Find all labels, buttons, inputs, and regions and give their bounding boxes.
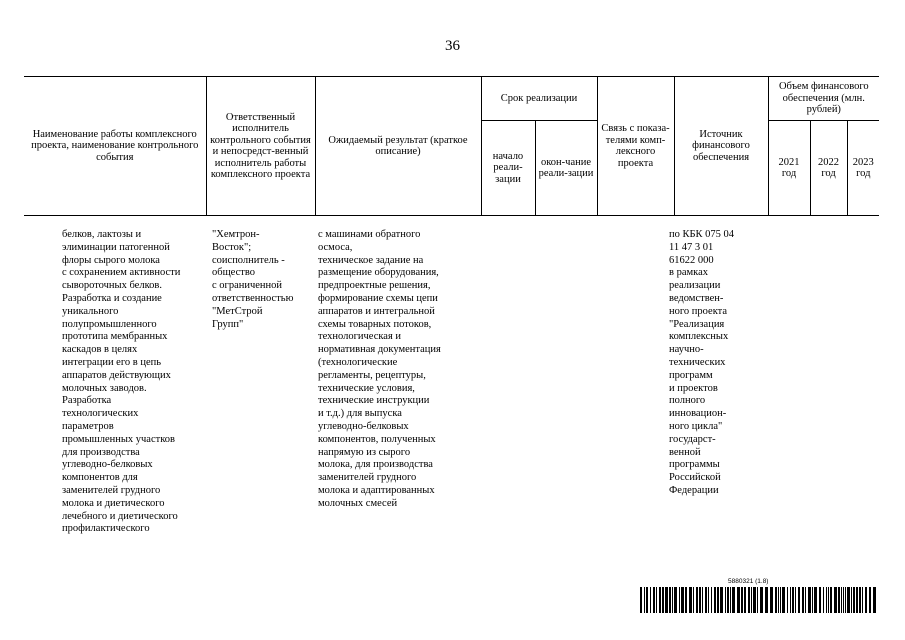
header-year-2022: 2022 год xyxy=(810,121,847,216)
header-name: Наименование работы комплексного проекта, наименование контрольного события xyxy=(24,77,206,216)
page-number: 36 xyxy=(445,38,460,54)
header-result: Ожидаемый результат (краткое описание) xyxy=(315,77,481,216)
header-link: Связь с показа-телями комп-лексного проекта xyxy=(597,77,674,216)
header-period-end: окон-чание реали-зации xyxy=(535,121,597,216)
header-funding: Объем финансового обеспечения (млн. рублей) xyxy=(768,77,879,121)
header-source: Источник финансового обеспечения xyxy=(674,77,768,216)
header-executor: Ответственный исполнитель контрольного события и непосредст-венный исполнитель работы комплексного проекта xyxy=(206,77,315,216)
body-source-text: по КБК 075 04 11 47 3 01 61622 000 в рамках реализации ведомствен- ного проекта "Реализация комплексных научно- технических программ и проектов полного инновацион- ного цикла" государст- венной программы Российской Федерации xyxy=(669,229,735,496)
header-period: Срок реализации xyxy=(481,77,597,121)
body-executor-text: "Хемтрон- Восток"; соисполнитель - общество с ограниченной ответственностью "МетСтрой Групп" xyxy=(212,229,294,330)
body-name-text: белков, лактозы и элиминации патогенной флоры сырого молока с сохранением активности сывороточных белков. Разработка и создание уникального полупромышленного прототипа мембранных каскадов в целях интеграции его в цепь аппаратов действующих молочных заводов. Разработка технологических параметров промышленных участков для производства углеводно-белковых компонентов для заменителей грудного молока и диетического лечебного и диетического профилактического xyxy=(62,229,181,535)
body-result-text: с машинами обратного осмоса, техническое задание на размещение оборудования, предпроектные решения, формирование схемы цепи аппаратов и интегральной схемы товарных потоков, технологическая и нормативная документация (технологические регламенты, рецептуры, технические условия, технические инструкции и т.д.) для выпуска углеводно-белковых компонентов, полученных напрямую из сырого молока, для производства заменителей грудного молока и адаптированных молочных смесей xyxy=(318,229,441,509)
barcode xyxy=(640,587,880,613)
header-year-2021: 2021 год xyxy=(768,121,810,216)
barcode-number: 5880321 (1.8) xyxy=(728,578,769,585)
header-period-start: начало реали-зации xyxy=(481,121,535,216)
header-year-2023: 2023 год xyxy=(847,121,879,216)
table-header xyxy=(24,76,879,216)
